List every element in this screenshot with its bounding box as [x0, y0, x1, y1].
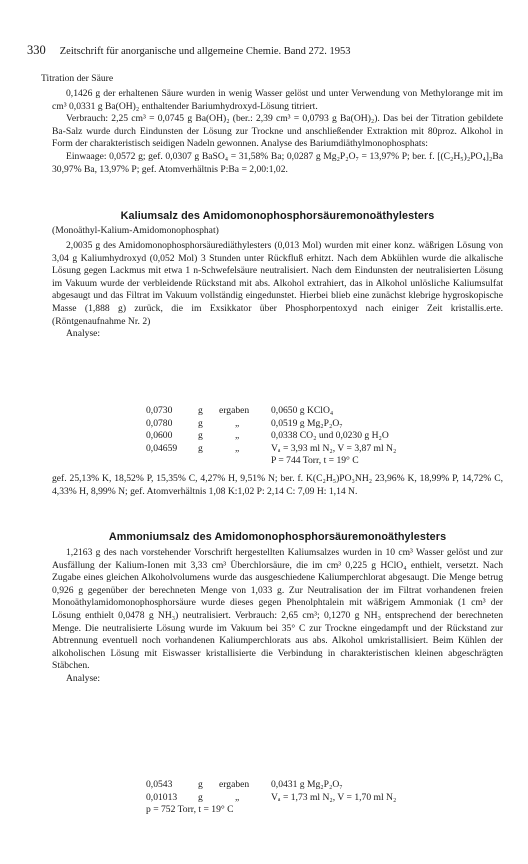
analysis-table-ammoniumsalz	[146, 779, 411, 817]
section-subheading: (Monoäthyl-Kalium-Amidomonophosphat)	[52, 224, 219, 236]
paragraph: Einwaage: 0,0572 g; gef. 0,0307 g BaSO₄ = 31,58% Ba; 0,0287 g Mg₂P₂O₇ = 13,97% P; ber. f. [(C₂H₅)₂PO₄]₂Ba 30,97% Ba, 13,97% P; gef. Atomverhältnis P:Ba = 2,00:1,02.	[52, 150, 503, 175]
paragraph: 0,1426 g der erhaltenen Säure wurden in wenig Wasser gelöst und unter Verwendung von Methylorange mit im cm³ 0,0331 g Ba(OH)₂ enthaltender Bariumhydroxyd-Lösung titriert.	[52, 88, 503, 112]
paragraph: gef. 25,13% K, 18,52% P, 15,35% C, 4,27% H, 9,51% N; ber. f. K(C₂H₅)PO₃NH₂ 23,96% K, 18,99% P, 14,72% C, 4,33% H, 8,99% N; gef. Atomverhältnis 1,08 K:1,02 P: 2,14 C: 7,09 H: 1,14 N.	[52, 473, 503, 497]
journal-title: Zeitschrift für anorganische und allgemeine Chemie. Band 272. 1953	[59, 46, 351, 57]
section-kaliumsalz	[52, 210, 503, 237]
section-ammoniumsalz	[52, 531, 503, 544]
kaliumsalz-result	[52, 473, 503, 498]
table-row: 0,0600 g „ 0,0338 CO₂ und 0,0230 g H₂O	[146, 430, 389, 442]
table-row: 0,0780 g „ 0,0519 g Mg₂P₂O₇	[146, 417, 343, 429]
table-row	[146, 455, 411, 468]
running-header	[27, 44, 503, 59]
table-row: 0,0730 g ergaben 0,0650 g KClO₄	[146, 405, 334, 416]
section-heading-ammoniumsalz: Ammoniumsalz des Amidomonophosphorsäuremonoäthylesters	[108, 531, 447, 543]
analysis-label: Analyse:	[66, 328, 101, 340]
table-row	[146, 804, 411, 817]
paragraph: 2,0035 g des Amidomonophosphorsäurediäthylesters (0,013 Mol) wurden mit einer konz. wäßrigen Lösung von 3,04 g Kaliumhydroxyd (0,052 Mol) 3 Stunden unter Rückfluß erhitzt. Nach dem Abkühlen wurde die alkalische Lösung gegen Lackmus mit etwa 1 n-Schwefelsäure neutralisiert. Nach dem Eindunsten der neutralisierten Lösung im Vakuum wurde der verbleidende Rückstand mit abs. Alkohol extrahiert, das in Alkohol unlösliche Kaliumsulfat abgesaugt und das Filtrat im Vakuum vollständig eingedunstet. Hierbei blieb eine zunächst klebrige hygroskopische Masse (1,888 g) zurück, die im Exsikkator über Phosphorpentoxyd nach einiger Zeit kristallis.erte. (Röntgenaufnahme Nr. 2)	[52, 240, 503, 327]
section-heading-titration: Titration der Säure	[41, 73, 114, 84]
analysis-label: Analyse:	[66, 672, 101, 684]
measurement-conditions: p = 752 Torr, t = 19° C	[146, 804, 234, 816]
section-titration	[41, 73, 503, 86]
kaliumsalz-text	[52, 240, 503, 341]
paragraph: Verbrauch: 2,25 cm³ = 0,0745 g Ba(OH)₂ (ber.: 2,39 cm³ = 0,0793 g Ba(OH)₂). Das bei der Titration gebildete Ba-Salz wurde durch Eindunsten der Lösung zur Trockne und anschließender Extraktion mit 80proz. Alkohol in Form der charakteristisch seidigen Nadeln gewonnen. Analyse des Bariumdiäthylmonophosphats:	[52, 113, 503, 150]
section-heading-kaliumsalz: Kaliumsalz des Amidomonophosphorsäuremonoäthylesters	[120, 210, 435, 222]
table-row: 0,0543 g ergaben 0,0431 g Mg₂P₂O₇	[146, 779, 343, 790]
paragraph: 1,2163 g des nach vorstehender Vorschrift hergestellten Kaliumsalzes wurden in 10 cm³ Wasser gelöst und zur Ausfällung der Kalium-Ionen mit 3,33 cm³ Überchlorsäure, die im cm³ 0,225 g HClO₄ enthielt, versetzt. Nach Zugabe eines gleichen Alkoholvolumens wurde das ausgeschiedene Kaliumperchlorat abgesaugt. Die Menge betrug 0,926 g gegenüber der berechneten Menge von 1,033 g. Zur Neutralisation der im Filtrat vorhandenen freien Monoäthylamidomonophosphorsäure wurde dieses gegen Phenolphtalein mit wäßrigem Ammoniak (1 cm³ der Lösung enthielt 0,0478 g NH₃) neutralisiert. Verbrauch: 2,65 cm³; 0,1270 g NH₃ entsprechend der berechneten Menge. Die neutralisierte Lösung wurde im Vakuum bei 35° C zur Trockne eingedampft und der Rückstand zur Abtrennung eventuell noch vorhandenen Kaliumperchlorats aus abs. Alkohol umkristallisiert. Beim Kühlen der alkoholischen Lösung mit Eiswasser kristallisierte die Verbindung in charakteristischen kleinen abgeschrägten Stäbchen.	[52, 547, 503, 672]
titration-text	[52, 88, 503, 176]
ammoniumsalz-text	[52, 547, 503, 686]
table-row: 0,01013 g „ Vₐ = 1,73 ml N₂, V = 1,70 ml N₂	[146, 791, 397, 803]
page-number: 330	[27, 43, 46, 57]
table-row: 0,04659 g „ Vₐ = 3,93 ml N₂, V = 3,87 ml N₂	[146, 442, 397, 454]
analysis-table-kaliumsalz	[146, 405, 411, 468]
measurement-conditions: P = 744 Torr, t = 19° C	[271, 455, 359, 467]
